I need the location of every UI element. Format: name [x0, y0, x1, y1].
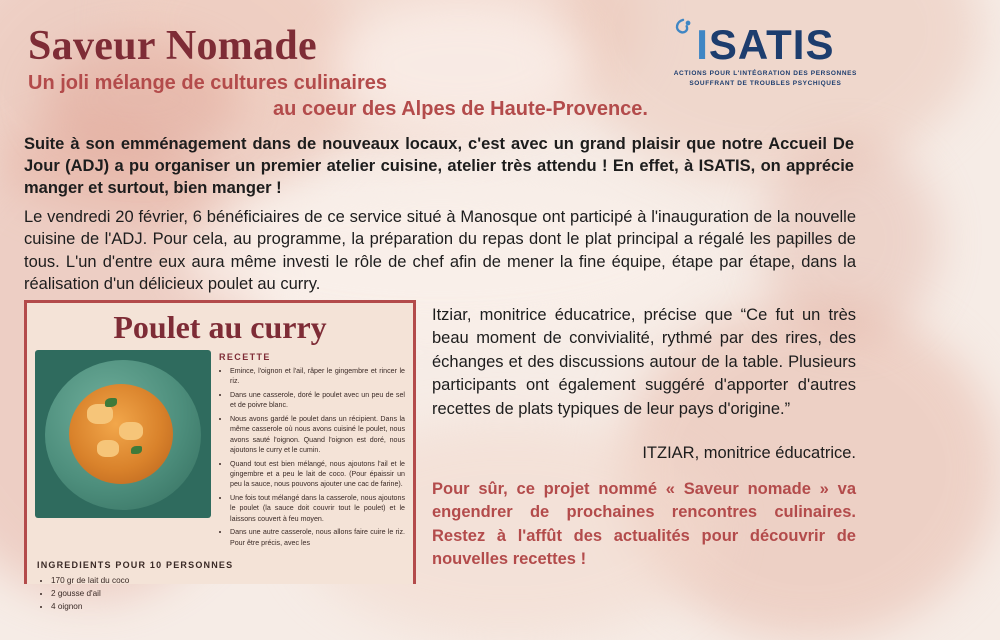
logo-wordmark — [674, 21, 857, 68]
subtitle-line-2: au coeur des Alpes de Haute-Provence. — [273, 98, 648, 120]
page-title: Saveur Nomade — [28, 23, 317, 69]
curry-photo — [35, 350, 211, 518]
recipe-step: • Dans une casserole, doré le poulet avec un peu de sel et de poivre blanc. — [230, 390, 405, 411]
logo-tagline-line-1: ACTIONS POUR L'INTÉGRATION DES PERSONNES — [673, 70, 857, 77]
recipe-step: • Une fois tout mélangé dans la casserole, nous ajoutons le poulet (la sauce doit couvrir tout le poulet) et le laissons couvert à feu moyen. — [230, 493, 405, 524]
logo-tagline — [674, 69, 857, 89]
article-quote: Itziar, monitrice éducatrice, précise que “Ce fut un très beau moment de convivialité, rythmé par des rires, des échanges et des discussions autour de la table. Plusieurs participants ont également suggéré d'apporter d'autres recettes de plats typiques de leur pays d'origine.” — [432, 306, 856, 418]
article-closing: Pour sûr, ce projet nommé « Saveur nomade » va engendrer de prochaines rencontres culinaires. Restez à l'affût des actualités pour découvrir de nouvelles recettes ! — [432, 480, 856, 569]
swirl-icon — [672, 18, 694, 40]
recipe-steps-list — [219, 366, 405, 548]
recipe-steps-block — [219, 350, 405, 552]
recipe-steps-heading: RECETTE — [219, 352, 271, 362]
recipe-step: • Dans une autre casserole, nous allons faire cuire le riz. Pour être précis, avec les — [230, 527, 405, 548]
recipe-step: • Quand tout est bien mélangé, nous ajoutons l'ail et le gingembre et a peu le lait de coco. (Pour épaissir un peu la sauce, nous pouvons ajouter une cac de farine). — [230, 459, 405, 490]
subtitle-line-1: Un joli mélange de cultures culinaires — [28, 72, 387, 94]
ingredient-item: • 2 gousse d'ail — [51, 587, 403, 600]
recipe-title: Poulet au curry — [113, 309, 327, 345]
ingredients-block — [27, 552, 413, 614]
ingredients-list — [37, 574, 403, 614]
ingredient-item: • 4 oignon — [51, 600, 403, 613]
article-paragraph: Le vendredi 20 février, 6 bénéficiaires de ce service situé à Manosque ont participé à l'inauguration de la nouvelle cuisine de l'ADJ. Pour cela, au programme, la préparation du repas dont le plat principal a régalé les papilles de tous. L'un d'entre eux aura même investi le rôle de chef afin de mener la fine équipe, étape par étape, dans la réalisation d'un délicieux poulet au curry. — [24, 208, 856, 293]
article-lead: Suite à son emménagement dans de nouveaux locaux, c'est avec un grand plaisir que notre Accueil De Jour (ADJ) a pu organiser un premier atelier cuisine, atelier très attendu ! En effet, à ISATIS, on apprécie manger et surtout, bien manger ! — [24, 135, 854, 197]
isatis-logo — [673, 21, 857, 89]
logo-letter-i: I — [696, 21, 709, 68]
ingredient-item: • 170 gr de lait du coco — [51, 574, 403, 587]
recipe-step: • Nous avons gardé le poulet dans un récipient. Dans la même casserole où nous avons cuisiné le poulet, nous avons sauté l'oignon. Quand l'oignon est doré, nous ajoutons le curry et le cumin. — [230, 414, 405, 455]
quote-signature: ITZIAR, monitrice éducatrice. — [642, 444, 856, 462]
logo-letters-rest: SATIS — [708, 21, 835, 68]
recipe-step: • Emince, l'oignon et l'ail, râper le gingembre et rincer le riz. — [230, 366, 405, 387]
logo-tagline-line-2: SOUFFRANT DE TROUBLES PSYCHIQUES — [689, 79, 842, 87]
recipe-card — [24, 300, 416, 612]
ingredients-heading: INGREDIENTS POUR 10 PERSONNES — [37, 559, 234, 570]
